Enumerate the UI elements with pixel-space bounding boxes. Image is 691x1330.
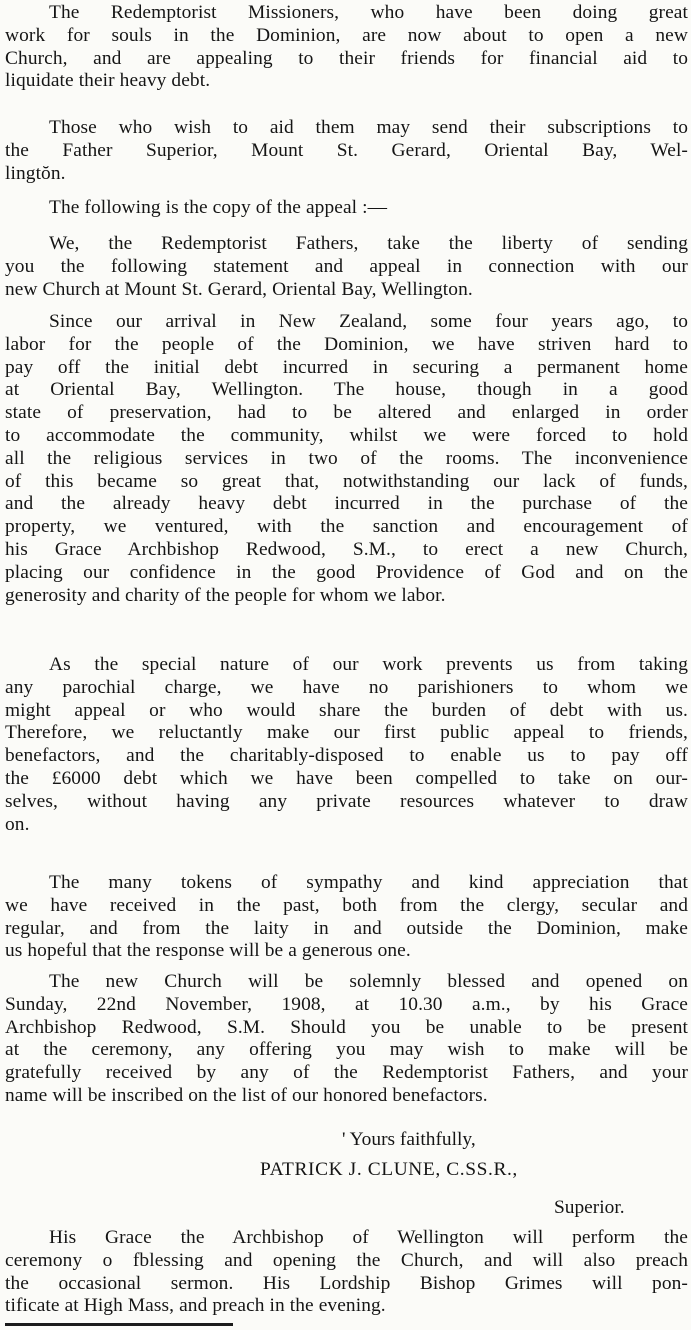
paragraph-opening-ceremony <box>5 971 688 1108</box>
text-line: the Father Superior, Mount St. Gerard, Oriental Bay, Wel- <box>5 139 688 161</box>
text-line: We, the Redemptorist Fathers, take the liberty of sending <box>49 233 688 254</box>
text-line: the £6000 debt which we have been compelled to take on our- <box>5 767 688 789</box>
text-line: His Grace the Archbishop of Wellington will perform the <box>49 1227 688 1248</box>
text-line: The many tokens of sympathy and kind appreciation that <box>49 872 688 893</box>
text-line: all the religious services in two of the rooms. The inconvenience <box>5 447 688 469</box>
text-line: As the special nature of our work prevents us from taking <box>49 654 688 675</box>
signature-title: Superior. <box>554 1197 625 1218</box>
text-line: new Church at Mount St. Gerard, Oriental Bay, Wellington. <box>5 278 473 300</box>
text-line: on. <box>5 813 30 835</box>
text-line: regular, and from the laity in and outside the Dominion, make <box>5 917 688 939</box>
text-line: name will be inscribed on the list of our honored benefactors. <box>5 1084 488 1106</box>
text-line: you the following statement and appeal in connection with our <box>5 255 688 277</box>
text-line: pay off the initial debt incurred in securing a permanent home <box>5 356 688 378</box>
newspaper-article <box>5 0 688 1330</box>
text-line: at the ceremony, any offering you may wish to make will be <box>5 1039 688 1061</box>
text-line: generosity and charity of the people for whom we labor. <box>5 584 446 606</box>
text-line: The new Church will be solemnly blessed and opened on <box>49 971 688 992</box>
text-line: at Oriental Bay, Wellington. The house, though in a good <box>5 379 688 401</box>
paragraph-postscript <box>5 1227 688 1318</box>
text-line: ceremony o fblessing and opening the Church, and will also preach <box>5 1249 688 1271</box>
text-line: to accommodate the community, whilst we were forced to hold <box>5 424 688 446</box>
column-divider-rule <box>5 1323 233 1326</box>
text-line: work for souls in the Dominion, are now about to open a new <box>5 24 688 46</box>
text-line: The Redemptorist Missioners, who have been doing great <box>49 2 688 23</box>
text-line: might appeal or who would share the burden of debt with us. <box>5 699 688 721</box>
paragraph-special-nature <box>5 654 688 836</box>
text-line: labor for the people of the Dominion, we have striven hard to <box>5 333 688 355</box>
text-line: Sunday, 22nd November, 1908, at 10.30 a.m., by his Grace <box>5 993 688 1015</box>
text-line: placing our confidence in the good Providence of God and on the <box>5 561 688 583</box>
text-line: property, we ventured, with the sanction and encouragement of <box>5 516 688 538</box>
text-line: any parochial charge, we have no parishioners to whom we <box>5 676 688 698</box>
text-line: Those who wish to aid them may send their subscriptions to <box>49 117 688 138</box>
paragraph-sympathy <box>5 872 688 963</box>
signature-name: PATRICK J. CLUNE, C.SS.R., <box>260 1159 518 1180</box>
paragraph-intro <box>5 2 688 93</box>
text-line: The following is the copy of the appeal :— <box>49 197 388 218</box>
paragraph-subscriptions <box>5 117 688 185</box>
text-line: of this became so great that, notwithstanding our lack of funds, <box>5 470 688 492</box>
paragraph-history <box>5 311 688 607</box>
text-line: his Grace Archbishop Redwood, S.M., to erect a new Church, <box>5 538 688 560</box>
paragraph-appeal-intro <box>5 197 688 220</box>
text-line: Church, and are appealing to their friends for financial aid to <box>5 47 688 69</box>
paragraph-appeal-opening <box>5 233 688 301</box>
signature-closing: ' Yours faithfully, <box>342 1129 476 1150</box>
text-line: the occasional sermon. His Lordship Bishop Grimes will pon- <box>5 1272 688 1294</box>
text-line: we have received in the past, both from the clergy, secular and <box>5 894 688 916</box>
text-line: gratefully received by any of the Redemptorist Fathers, and your <box>5 1062 688 1084</box>
text-line: us hopeful that the response will be a generous one. <box>5 940 411 962</box>
text-line: selves, without having any private resources whatever to draw <box>5 790 688 812</box>
text-line: Therefore, we reluctantly make our first public appeal to friends, <box>5 722 688 744</box>
text-line: liquidate their heavy debt. <box>5 70 211 92</box>
text-line: lingtŏn. <box>5 162 66 184</box>
text-line: Since our arrival in New Zealand, some four years ago, to <box>49 311 688 332</box>
text-line: Archbishop Redwood, S.M. Should you be unable to be present <box>5 1016 688 1038</box>
text-line: benefactors, and the charitably-disposed to enable us to pay off <box>5 745 688 767</box>
text-line: and the already heavy debt incurred in the purchase of the <box>5 493 688 515</box>
text-line: tificate at High Mass, and preach in the evening. <box>5 1295 386 1317</box>
text-line: state of preservation, had to be altered and enlarged in order <box>5 402 688 424</box>
